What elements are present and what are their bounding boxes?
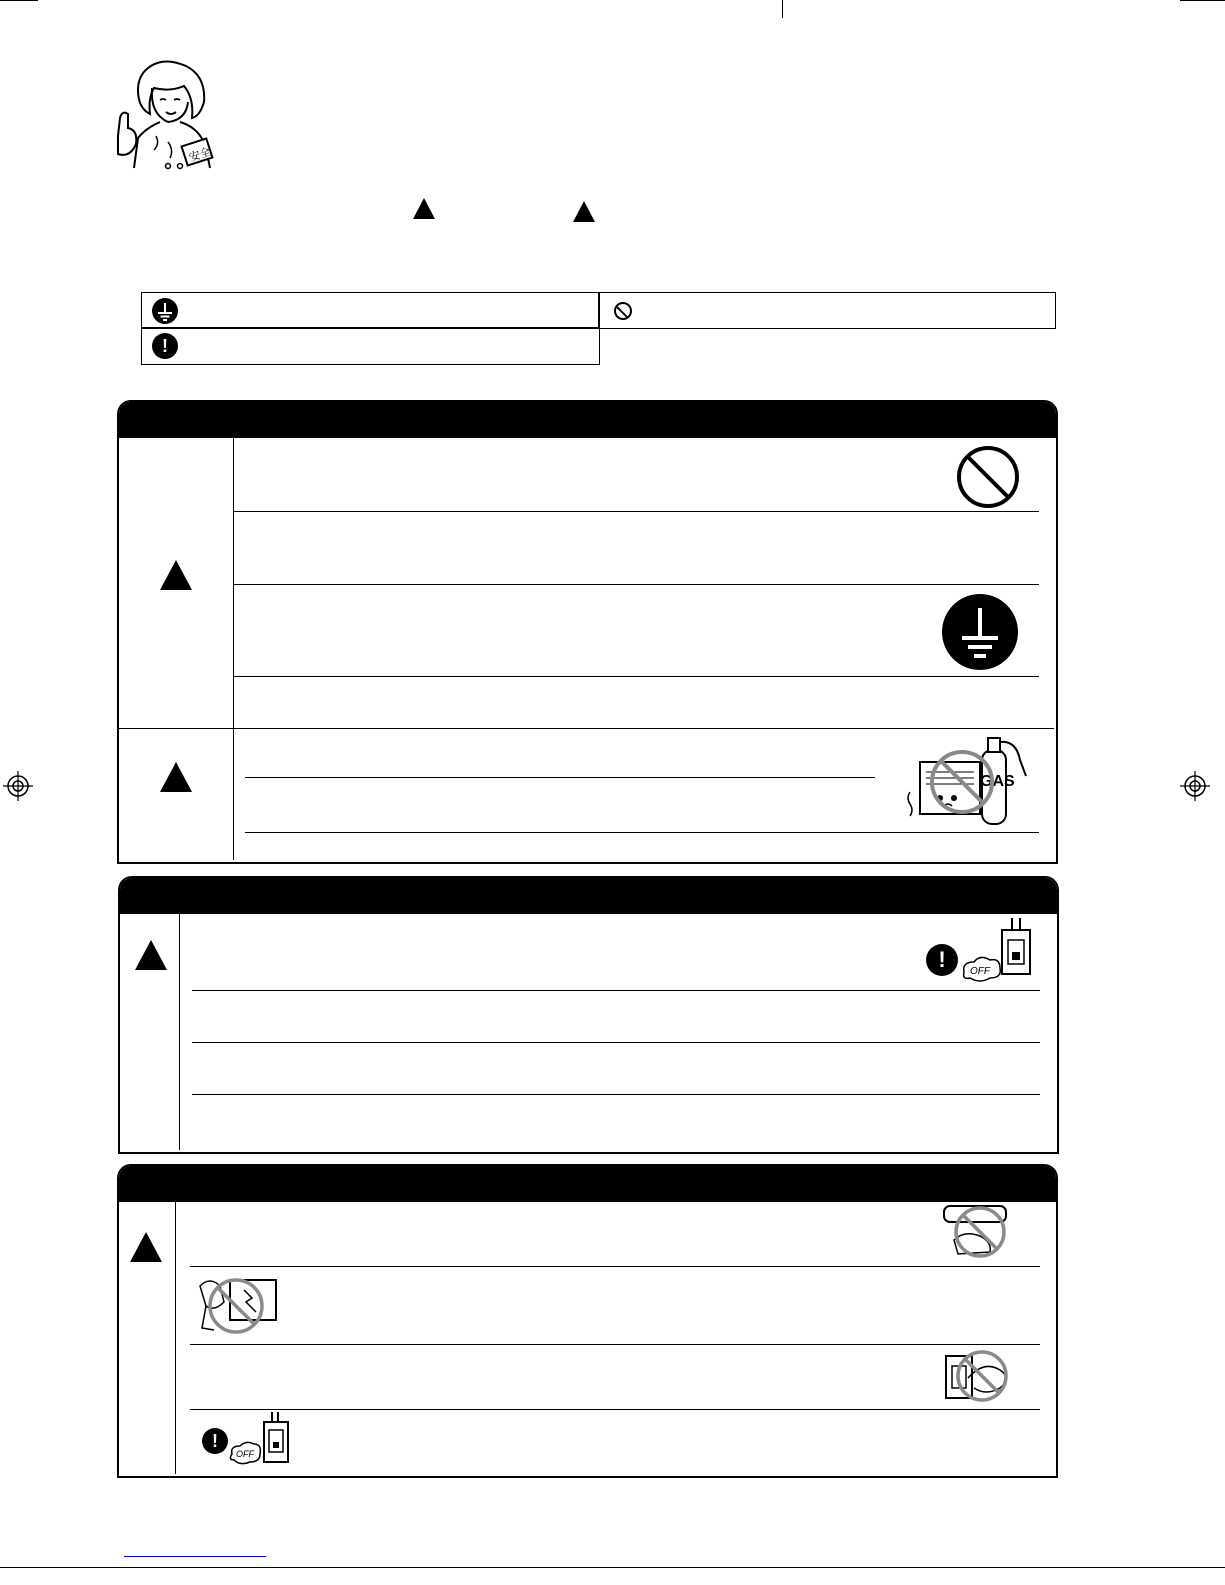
- exclamation-icon: !: [152, 333, 178, 359]
- warning-triangle-icon: [160, 762, 192, 792]
- hands-in-outlet-prohibited-illustration: [194, 1272, 284, 1340]
- item-under-unit-prohibited-illustration: [940, 1200, 1014, 1262]
- prohibited-icon: [614, 302, 632, 320]
- warning-panel-1-header: [119, 402, 1056, 438]
- wet-breaker-prohibited-illustration: [938, 1348, 1018, 1406]
- item-divider: [192, 990, 1040, 991]
- item-divider: [190, 1266, 1040, 1267]
- item-divider: [192, 1042, 1040, 1043]
- exclamation-icon: !: [202, 1428, 228, 1454]
- warning-triangle-icon: [130, 1232, 162, 1262]
- panel-2-column-divider: [179, 914, 180, 1150]
- woman-thumbs-up-illustration: [108, 58, 218, 172]
- off-label: OFF: [970, 966, 990, 977]
- exclamation-icon: !: [926, 944, 958, 976]
- item-divider: [233, 676, 1039, 677]
- breaker-off-illustration: [960, 918, 1036, 988]
- item-divider: [245, 777, 875, 778]
- ground-icon: [152, 298, 178, 324]
- breaker-off-illustration: [228, 1412, 294, 1468]
- gas-label: GAS: [980, 773, 1015, 790]
- footer-rule: [0, 1567, 1225, 1568]
- legend-cell-mandatory: [141, 327, 600, 365]
- panel-1-column-divider: [233, 438, 234, 860]
- warning-triangle-icon: [160, 560, 192, 590]
- warning-triangle-icon: [573, 201, 595, 222]
- item-divider: [192, 1094, 1040, 1095]
- ground-icon: [942, 594, 1018, 670]
- panel-1-row-divider: [119, 728, 1054, 729]
- off-label: OFF: [236, 1449, 254, 1459]
- gas-cylinder-near-unit-illustration: [900, 736, 1032, 830]
- prohibited-icon: [955, 444, 1021, 510]
- warning-panel-2: [118, 876, 1059, 1154]
- crop-mark-top-right: [1180, 0, 1225, 1]
- registration-mark-left: [3, 771, 33, 801]
- footer-link-underline[interactable]: [124, 1556, 266, 1557]
- legend-cell-prohibited: [598, 292, 1056, 329]
- warning-triangle-icon: [413, 198, 435, 219]
- item-divider: [245, 832, 1039, 833]
- item-divider: [190, 1344, 1040, 1345]
- warning-panel-3-header: [119, 1166, 1056, 1202]
- item-divider: [233, 584, 1039, 585]
- legend-cell-ground: [141, 292, 600, 329]
- crop-mark-top-left: [0, 0, 38, 1]
- item-divider: [233, 511, 1039, 512]
- warning-panel-2-header: [120, 878, 1057, 914]
- crop-mark-top-center: [782, 0, 783, 18]
- item-divider: [190, 1409, 1040, 1410]
- registration-mark-right: [1180, 771, 1210, 801]
- panel-3-column-divider: [175, 1202, 176, 1474]
- warning-triangle-icon: [135, 940, 167, 970]
- mascot-card-text: 安全: [187, 145, 213, 165]
